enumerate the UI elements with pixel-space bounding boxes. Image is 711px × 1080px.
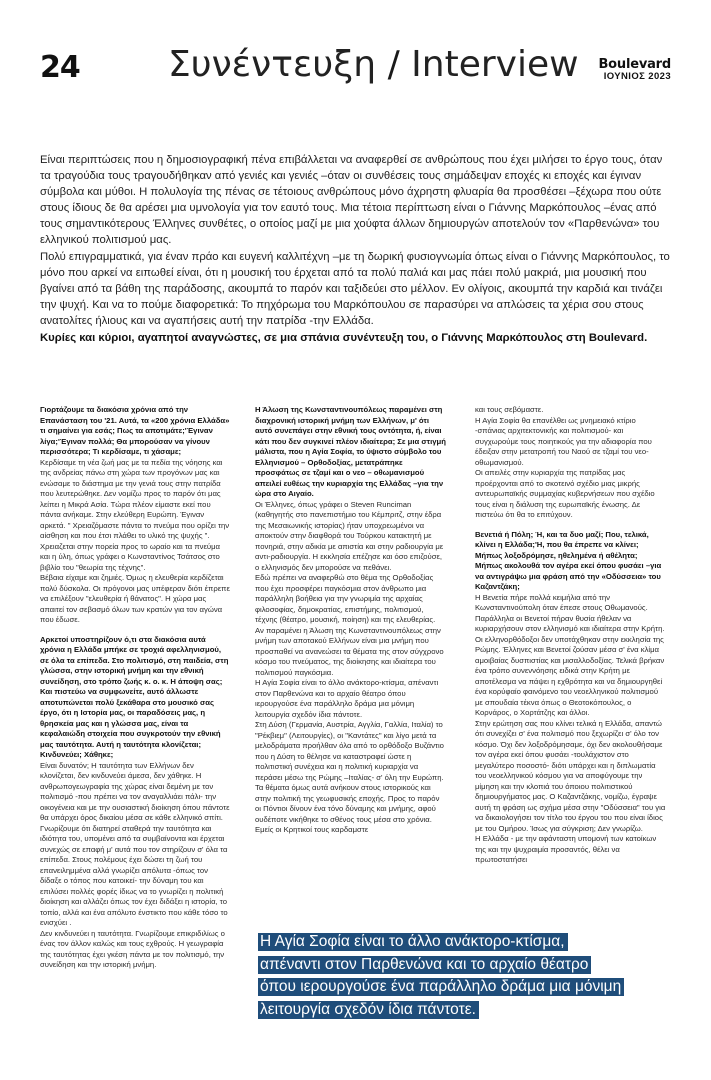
interview-answer: Στην ερώτηση σας που κλίνει τελικά η Ελλάδα, απαντώ ότι συνεχίζει σ' ένα πολιτισμό που ξεχωρίζει σ' όλο τον κόσμο. Όχι δεν λοξοδρόμησαμε, όχι δεν ακολουθήσαμε τον αγέρα εκεί όπου φυσάει -τουλάχιστον στο μεγαλύτερο ποσοστό- διότι υπάρχει και η διπλωματία του νεοελληνικού κόσμου για να αποφύγουμε την μίμηση και την κλοπιά του όποιου πολιτιστικού δημιουργήματος μας. Ο Καζαντζάκης, νομίζω, έγραψε αυτή τη φράση ως σχήμα μέσα στην "Οδύσσεια" του για να δικαιολογήσει τον τίτλο του έργου του που είναι ίδιος με του Ομήρου. Ίσως για σύγκριση; Δεν γνωρίζω.	[475, 718, 666, 833]
interview-answer: Οι Έλληνες, όπως γράφει ο Steven Runciman (καθηγητής στο πανεπιστήμιο του Κέμπριτζ, στην έδρα της Μεσαιωνικής ιστορίας) ήταν υποχρεωμένοι να αποκτούν στην διαφθορά του Τούρκου κατακτητή με πονηριά, στην αδικία με απιστία και στην ραδιουργία με αντι-ραδιουργία. Η εκκλησία επέζησε και όσο επιζούσε, ο ελληνισμός δεν μπορούσε να πεθάνει.	[255, 499, 444, 572]
interview-question: Βενετιά ή Πόλη; Ή, και τα δυο μαζί; Που, τελικά, κλίνει η Ελλάδα;'Η, που θα έπρεπε να κλίνει; Μήπως λοξοδρόμησε, ηθελημένα ή αθέλητα; Μήπως ακολουθά τον αγέρα εκεί όπου φυσάει –για να αντιγράψω μια φράση από την «Οδύσσεια» του Καζαντζάκη;	[475, 529, 662, 591]
page-number: 24	[40, 50, 80, 85]
interview-answer: Η Αγία Σοφία είναι το άλλο ανάκτορο-κτίσμα, απέναντι στον Παρθενώνα και το αρχαίο θέατρο όπου ιερουργούσε ένα παράλληλο δράμα μια μόνιμη λειτουργία σχεδόν ίδια πάντοτε.	[255, 678, 439, 719]
section-title	[168, 44, 579, 85]
pull-quote-line: απέναντι στον Παρθενώνα και το αρχαίο θέατρο	[258, 954, 678, 977]
interview-answer: Χρειαζεται στην πορεία προς το ωραίο και τα πνεύμα και η ύλη, όπως γράφει ο Κωνσταντίνος Τσάτσος στο βιβλίο του "θεωρία της τέχνης".	[40, 541, 220, 572]
interview-answer: Αν παραμένει η Άλωση της Κωνσταντινουπόλεως στην μνήμη των αποτακού Ελλήνων είναι μια μνήμη που προσπαθεί να ανανεώσει τα θέματα της στον σύγχρονο κόσμο του πνεύματος, της διοίκησης και ιδιαίτερα του πολιτισμού παγκόσμια.	[255, 625, 444, 677]
masthead	[598, 58, 671, 83]
section-title-greek: Συνέντευξη	[168, 44, 377, 85]
interview-answer: Η Βενετία πήρε πολλά κειμήλια από την Κωνσταντινούπολη όταν έπεσε στους Οθωμανούς. Παράλληλα οι Βενετοί πήραν θυσία ήθελαν να κυριαρχήσουν στον ελληνισμό και ιδιαίτερα στην Κρήτη. Οι ελληνορθόδοξοι δεν υποτάχθηκαν στην εκκλησία της Ρώμης. Έλληνες και Βενετοί ζούσαν μέσα σ' ένα κλίμα αμοιβαίας δυσπιστίας και μισαλλοδοξίας. Τελικά βρήκαν ένα τρόπο συνεννόησης ειδικά στην Κρήτη με αποτέλεσμα να πάψει η εχθρότητα και να δημιουργηθεί ένα κορύφαίο φαινόμενο του νεοελληνικού πολιτισμού με σπουδαία τέκνα όπως ο Θεοτοκόπουλος, ο Κορνάρος, ο Χορτάτζης και άλλοι.	[475, 592, 665, 717]
interview-answer: Η Αγία Σοφία θα επανέλθει ως μνημειακό κτίριο -σπάνιας αρχιτεκτονικής και πολιτισμού- και συγχωρούμε τους ποιητικούς για την αδιαφορία που έδειξαν στην μετατροπή του Ναού σε τζαμί του νεο-οθωμανισμού.	[475, 415, 652, 467]
intro-paragraph: Είναι περιπτώσεις που η δημοσιογραφική πένα επιβάλλεται να αναφερθεί σε ανθρώπους που έχει μιλήσει το έργο τους, όταν τα τραγούδια τους τραγουδήθηκαν από γενιές και γενιές –όταν οι συνθέσεις τους σημάδεψαν εποχές κι εποχές και έγιναν σύμβολα και μύθοι. Η πολυλογία της πένας σε τέτοιους ανθρώπους μόνο άχρηστη φλυαρία θα προσθέσει –ξέχωρα που ούτε στους ίδιους δε θα αρέσει μια υμνολογία για τον εαυτό τους. Μια τέτοια περίπτωση είναι ο Γιάννης Μαρκόπουλος –ένας από τους σημαντικότερους Έλληνες συνθέτες, ο οποίος μαζί με μια χούφτα άλλων δημιουργών αποτελούν τον «Παρθενώνα» του ελληνικού πολιτισμού μας.	[40, 154, 663, 247]
pull-quote-line: όπου ιερουργούσε ένα παράλληλο δράμα μια μόνιμη	[258, 976, 678, 999]
section-title-separator: /	[387, 44, 400, 85]
interview-answer: Οι απειλές στην κυριαρχία της πατρίδας μας προέρχονται από το σκοτεινό σχέδιο μιας μικρής αντευρωπαϊκής συμμαχίας κυβερνήσεων που σχέδιο τους είναι η διάλυση της ευρωπαϊκής ένωσης. Δε πιστεύω ότι θα το επιτύχουν.	[475, 468, 655, 519]
section-title-english: Interview	[411, 44, 579, 85]
pull-quote-line: λειτουργία σχεδόν ίδια πάντοτε.	[258, 999, 678, 1022]
issue-date: ΙΟΥΝΙΟΣ 2023	[603, 71, 671, 82]
magazine-name: Boulevard	[598, 57, 671, 72]
interview-question: Η Άλωση της Κωνσταντινουπόλεως παραμένει στη διαχρονική ιστορική μνήμη των Ελλήνων, μ' ότι αυτό συνεπάγει στην εθνική τους οντότητα, ή, είναι κάτι που δεν συγκινεί πλέον ιδιαίτερα; Σε μια στιγμή μάλιστα, που η Αγία Σοφία, το ύψιστο σύμβολο του Ελληνισμού – Ορθοδοξίας, μετατράπηκε προσφάτως σε τζαμί και ο νεο – οθωμανισμού απειλεί ευθέως την κυριαρχία της Ελλάδας –για την ώρα στο Αιγαίο.	[255, 405, 446, 498]
column-3	[475, 405, 666, 866]
intro-paragraph: Πολύ επιγραμματικά, για έναν πράο και ευγενή καλλιτέχνη –με τη δωρική φυσιογνωμία όπως είναι ο Γιάννης Μαρκόπουλος, το μόνο που αρκεί να ειπωθεί είναι, ότι η μουσική του έρχεται από τα πολύ παλιά και μας πάει πολύ μακριά, μια μουσική που βγαίνει από τα βάθη της παράδοσης, ακουμπά το παρόν και ταξιδεύει στο μέλλον. Εν ολίγοις, ακουμπά την καρδιά και τινάζει την ψυχή. Και να το πούμε διαφορετικά: Το πηχόρωμα του Μαρκόπουλου σε παρασύρει να απλώσεις τα χέρια σου στους ανατολίτες ήλιους και να αγαπήσεις αυτή την πατρίδα -την Ελλάδα.	[40, 250, 670, 327]
intro-lead: Κυρίες και κύριοι, αγαπητοί αναγνώστες, σε μια σπάνια συνέντευξη του, ο Γιάννης Μαρκόπουλος στη Boulevard.	[40, 332, 648, 345]
interview-answer: Είναι δυνατόν; Η ταυτότητα των Ελλήνων δεν κλονίζεται, δεν κινδυνεύει άμεσα, δεν χάθηκε. Η ανθρωπογεωγραφία της χώρας είναι δεμένη με τον πολιτισμό -που πρέπει να τον αναγαλλιάει πάλι- την οικογένεια και με την ουσιαστική διοίκηση όπου πάντοτε θα υπάρχει όρος δικαίου μέσα σε κάθε ελληνικό σπίτι. Γνωρίζουμε ότι διατηρεί σταθερά την ταυτότητα και ιδιότητα του, υπομένει από τα συμβαίνοντα και έρχεται συνεχώς σε επαφή μ' αυτά που τον στηρίζουν σ' όλα τα επίπεδα. Στους πολέμους έχει δώσει τη ζωή του επανειλημμένα αλλά γνωρίζει απόλυτα -όπως τον δίδαξε ο τόπος που κατοικεί- την δύναμη του και επιλύσει πολλές φορές ίδιως να το γνωρίζει η πολιτική διοίκηση και αλλάζει όπως τον έχει διδάξει η ιστορία, το τοπίο, αλλά και ένα απόλυτο ένστικτο που κάθε τόσο το ενισχύει .	[40, 760, 230, 927]
interview-answer: Δεν κινδυνεύει η ταυτότητα. Γνωρίζουμε επικριδιλίως ο ένας τον άλλον καλώς και τους εχθρούς. Η γεωγραφία της ταυτότητας έχει γκέση πάντα με τον πολιτισμό, την συνείδηση και την ιστορική μνήμη.	[40, 928, 225, 969]
interview-question: Γιορτάζουμε τα διακόσια χρόνια από την Επανάσταση του '21. Αυτά, τα «200 χρόνια Ελλάδα» τι σημαίνει για εσάς; Πως τα αποτιμάτε;'Έγιναν λίγα;'Έγιναν πολλά; Θα μπορούσαν να γίνουν περισσότερα; Τι κερδίσαμε, τι χάσαμε;	[40, 405, 230, 456]
interview-answer: Στη Δύση (Γερμανία, Αυστρία, Αγγλία, Γαλλία, Ιταλία) το "Ρέκβιεμ" (Λειτουργίες), οι "Καντάτες" και λίγο μετά τα μελοδράματα προήλθαν όλα από το ορθόδοξο Βυζάντιο που η Δύση το θέλησε να καταστραφεί ώστε η πολιτιστική συνέχεια και η πολιτική κυριαρχία να περάσει μέσω της Ρώμης –Ιταλίας- σ' όλη την Ευρώπη. Τα θέματα όμως αυτά ανήκουν στους ιστορικούς και στην πολιτική της γεωφυσικής εποχής. Προς το παρόν οι Πόντιοι δίνουν ένα τόνο δύναμης και μνήμης, αφού ουδέποτε νικήθηκε το σθένος τους μέσα στο χρόνια. Εμείς οι Κρητικοί τους καρδαμστε	[255, 720, 444, 834]
interview-question: Αρκετοί υποστηρίζουν ό,τι στα διακόσια αυτά χρόνια η Ελλάδα μπήκε σε τροχιά αφελληνισμού, σε όλα τα επίπεδα. Στο πολιτισμό, στη παιδεία, στη γλώσσα, στην ιστορική μνήμη και την εθνική συνείδηση, στο τρόπο ζωής κ. ο. κ. Η άποψη σας; Και πιστεύω να συμφωνείτε, αυτό άλλωστε αποτυπώνεται πολύ ξεκάθαρα στο μουσικό σας έργο, ότι η Ιστορία μας, οι παραδόσεις μας, η θρησκεία μας και η γλώσσα μας, είναι τα κεφαλαιώδη στοιχεία που συγκροτούν την εθνική μας ταυτότητα. Αυτή η ταυτότητα κλονίζεται; Κινδυνεύει; Χάθηκε;	[40, 634, 229, 759]
column-2	[255, 405, 446, 836]
intro	[40, 152, 674, 346]
interview-answer: Εδώ πρέπει να αναφερθώ στο θέμα της Ορθοδοξίας που έχει προσφέρει παγκόσμια στον άνθρωπο μια παράλληλη βοήθεια για την γνωριμία της αρχαίας φιλοσοφίας, δημοκρατίας, επιστήμης, πολιτισμού, τέχνης (θέατρο, μουσική, ποίηση) και της ελευθερίας.	[255, 573, 436, 624]
interview-answer: Βέβαια είχαμε και ζημιές. Όμως η ελευθερία κερδίζεται πολύ δύσκολα. Οι πρόγονοι μας υπέφεραν διότι έπρεπε να επιλέξουν "ελευθερία ή θάνατος". Η χώρα μας απαιτεί τον σεβασμό όλων των κρατών για τον αγώνα που έδωσε.	[40, 573, 230, 624]
pull-quote-line: Η Αγία Σοφία είναι το άλλο ανάκτορο-κτίσμα,	[258, 931, 678, 954]
interview-answer: και τους σεβόμαστε.	[475, 405, 544, 414]
interview-answer: Κερδίσαμε τη νέα ζωή μας με τα πεδία της νόησης και της ανδρείας πάνω στη χώρα των προγόνων μας και ενώσαμε το διάστημα με την γενιά τους στην πατρίδα που λευτερώθηκε. Δεν νομίζω προς το παρόν ότι μας λείπει η Μικρά Ασία. Τώρα πλέον είμαστε εκεί που πάντα ανήκαμε. Στην ελεύθερη Ευρώπη. Έγιναν αρκετά. " Χρειαζόμαστε πάντα το πνεύμα που ορίζει την αίσθηση και που έτσι πλάθει το υλικό της ψυχής ".	[40, 457, 230, 540]
interview-answer: Η Ελλάδα - με την αφάνταστη υπομονή των κατοίκων της και την ψυχραιμία προσαντός, θέλει να πρωτοστατήσει	[475, 834, 657, 864]
pull-quote	[258, 931, 678, 1021]
column-1	[40, 405, 231, 971]
